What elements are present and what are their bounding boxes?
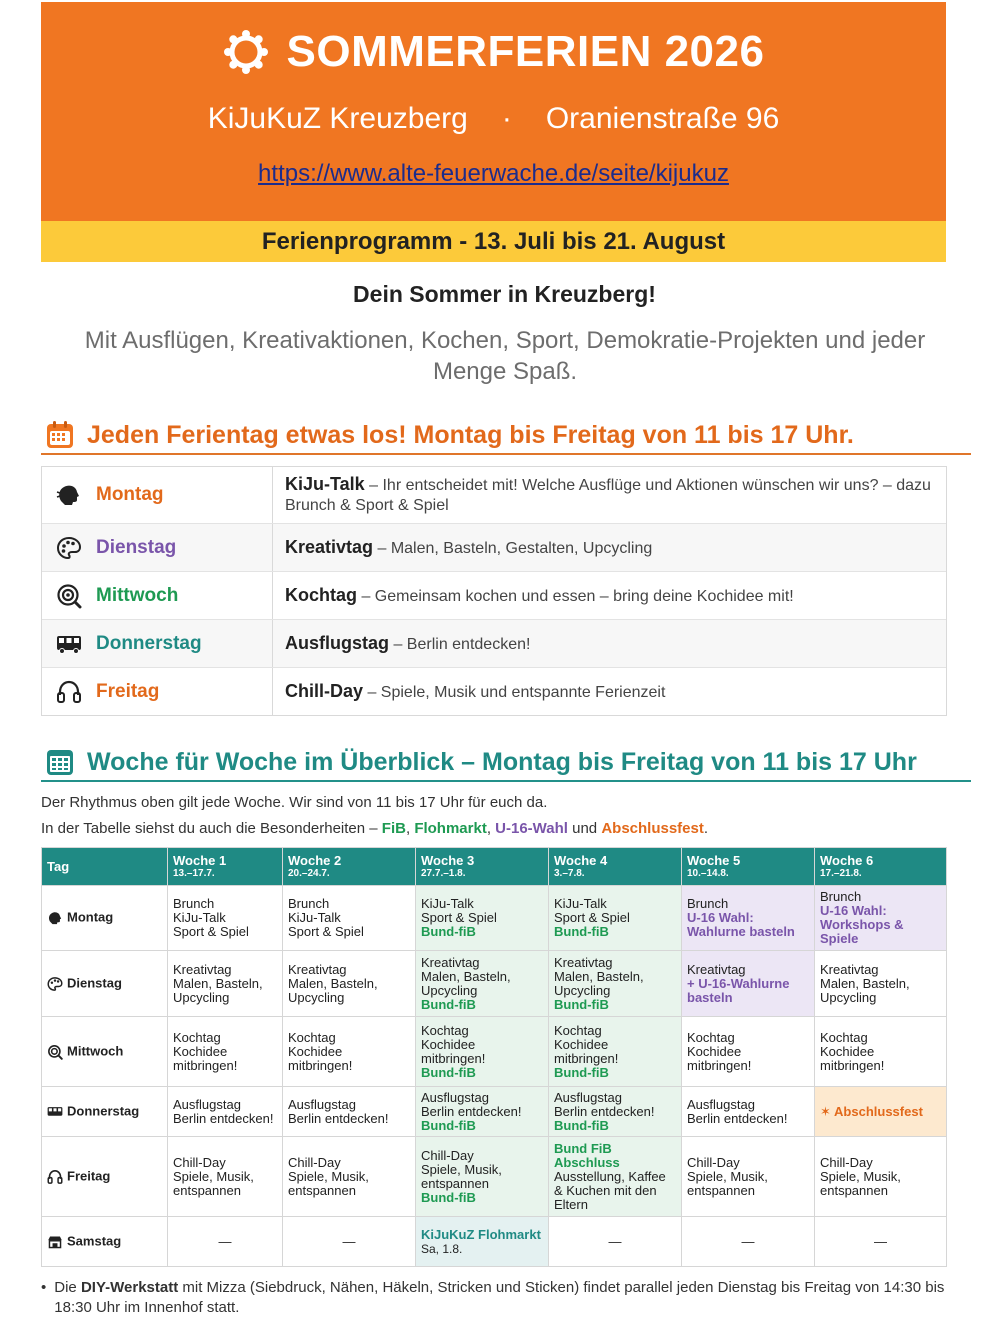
calendar-grid-icon bbox=[45, 747, 75, 777]
cell-line: Spiele, Musik, entspannen bbox=[288, 1168, 369, 1198]
row-day-label: Donnerstag bbox=[67, 1102, 140, 1118]
activity-name: KiJu-Talk bbox=[285, 474, 365, 494]
weekday-desc bbox=[273, 620, 946, 667]
legend-prefix: In der Tabelle siehst du auch die Besonderheiten – bbox=[41, 820, 382, 837]
row-day-label: Mittwoch bbox=[67, 1042, 124, 1058]
row-day-cell bbox=[42, 1017, 168, 1087]
table-cell bbox=[549, 951, 682, 1017]
table-cell bbox=[549, 1017, 682, 1087]
row-day-label: Freitag bbox=[67, 1167, 111, 1183]
table-cell: — bbox=[168, 1217, 283, 1267]
table-cell bbox=[682, 1137, 815, 1217]
table-cell bbox=[283, 1017, 416, 1087]
week-dates: 3.–7.8. bbox=[554, 867, 585, 879]
row-day-label: Montag bbox=[67, 909, 114, 925]
cell-line: Kreativtag bbox=[173, 961, 232, 977]
week-label: Woche 1 bbox=[173, 852, 227, 868]
weekday-row-montag bbox=[42, 467, 946, 524]
table-cell bbox=[682, 886, 815, 951]
table-cell bbox=[416, 1217, 549, 1267]
cell-line: Kochtag bbox=[820, 1029, 868, 1045]
fib-badge: Bund-fiB bbox=[554, 1064, 609, 1080]
rhythm-note: Der Rhythmus oben gilt jede Woche. Wir sind von 11 bis 17 Uhr für euch da. bbox=[41, 794, 548, 811]
cell-line: Sport & Spiel bbox=[421, 910, 497, 925]
calendar-icon bbox=[45, 420, 75, 450]
legend-flohmarkt: Flohmarkt bbox=[414, 820, 487, 837]
week-dates: 17.–21.8. bbox=[820, 867, 862, 879]
separator-dot: · bbox=[501, 102, 512, 135]
headphones-icon bbox=[47, 1169, 63, 1185]
legend-u16: U-16-Wahl bbox=[495, 820, 568, 837]
legend-note bbox=[41, 820, 708, 837]
table-cell: — bbox=[682, 1217, 815, 1267]
cooking-pot-icon bbox=[56, 583, 82, 609]
cell-line: Kochtag bbox=[288, 1029, 336, 1045]
column-header-week bbox=[682, 848, 815, 886]
week-dates: 27.7.–1.8. bbox=[421, 867, 466, 879]
weekday-schedule bbox=[41, 466, 947, 716]
fib-badge: Bund-fiB bbox=[554, 996, 609, 1012]
fib-closing-highlight: Bund FiB Abschluss bbox=[554, 1140, 620, 1170]
activity-desc: – Ihr entscheidet mit! Welche Ausflüge und Aktionen wünschen wir uns? – dazu Brunch & Sport & Spiel bbox=[285, 477, 931, 514]
week-label: Woche 6 bbox=[820, 852, 874, 868]
headphones-icon bbox=[56, 679, 82, 705]
weekday-row-donnerstag bbox=[42, 620, 946, 668]
table-cell bbox=[815, 951, 947, 1017]
hero-subtitle bbox=[41, 102, 946, 136]
table-cell: — bbox=[283, 1217, 416, 1267]
bus-icon bbox=[56, 631, 82, 657]
cell-line: Brunch bbox=[820, 889, 862, 904]
table-cell bbox=[682, 1087, 815, 1137]
table-cell bbox=[283, 886, 416, 951]
table-cell bbox=[416, 1087, 549, 1137]
cell-line: Kochidee mitbringen! bbox=[288, 1043, 353, 1073]
table-cell bbox=[682, 1017, 815, 1087]
cell-line: KiJu-Talk bbox=[554, 896, 607, 911]
legend-abschluss: Abschlussfest bbox=[601, 820, 704, 837]
table-cell bbox=[283, 951, 416, 1017]
weekday-cell bbox=[42, 668, 273, 715]
column-header-week bbox=[283, 848, 416, 886]
cell-line: Spiele, Musik, entspannen bbox=[820, 1168, 901, 1198]
cell-line: Chill-Day bbox=[288, 1154, 341, 1170]
footer-bold: DIY-Werkstatt bbox=[80, 1279, 179, 1296]
cell-line: Chill-Day bbox=[421, 1147, 474, 1163]
cell-line: Berlin entdecken! bbox=[687, 1110, 788, 1126]
cell-line: Kreativtag bbox=[554, 954, 613, 970]
weekday-desc bbox=[273, 668, 946, 715]
table-cell bbox=[549, 1087, 682, 1137]
week-dates: 10.–14.8. bbox=[687, 867, 729, 879]
weekday-cell bbox=[42, 572, 273, 619]
fib-badge: Bund-fiB bbox=[421, 1064, 476, 1080]
cell-line: Brunch bbox=[687, 896, 729, 911]
table-cell bbox=[168, 1137, 283, 1217]
cell-line: KiJu-Talk bbox=[173, 910, 226, 925]
cell-line: Brunch bbox=[173, 896, 215, 911]
party-icon: ✶ bbox=[820, 1103, 835, 1119]
cell-line: Kochidee mitbringen! bbox=[820, 1043, 885, 1073]
speech-head-icon bbox=[47, 910, 63, 926]
row-day-label: Samstag bbox=[67, 1232, 122, 1248]
row-day-cell bbox=[42, 1137, 168, 1217]
row-day-label: Dienstag bbox=[67, 974, 122, 990]
activity-name: Chill-Day bbox=[285, 680, 364, 701]
cell-line: Kochidee mitbringen! bbox=[687, 1043, 752, 1073]
cell-line: Malen, Basteln, Upcycling bbox=[421, 968, 511, 998]
week-dates: 20.–24.7. bbox=[288, 867, 330, 879]
cell-line: Ausflugstag bbox=[687, 1096, 755, 1112]
palette-icon bbox=[56, 535, 82, 561]
cell-line: Chill-Day bbox=[820, 1154, 873, 1170]
u16-highlight: + U-16-Wahlurne basteln bbox=[687, 975, 790, 1005]
row-day-cell bbox=[42, 951, 168, 1017]
legend-fib: FiB bbox=[381, 820, 406, 837]
table-cell bbox=[549, 886, 682, 951]
activity-name: Ausflugstag bbox=[285, 632, 390, 653]
footer-text bbox=[54, 1278, 946, 1318]
fib-badge: Bund-fiB bbox=[421, 924, 476, 939]
cell-line: Kochtag bbox=[421, 1022, 469, 1038]
table-cell bbox=[815, 1017, 947, 1087]
table-row bbox=[42, 1217, 947, 1267]
weekday-cell bbox=[42, 467, 273, 523]
u16-highlight: U-16 Wahl: Workshops & Spiele bbox=[820, 903, 904, 946]
cell-line: Chill-Day bbox=[173, 1154, 226, 1170]
row-day-cell bbox=[42, 886, 168, 951]
activity-desc: – Berlin entdecken! bbox=[389, 635, 531, 653]
table-cell bbox=[416, 1017, 549, 1087]
intro-heading: Dein Sommer in Kreuzberg! bbox=[353, 281, 656, 307]
cell-line: Kreativtag bbox=[687, 961, 746, 977]
address: Oranienstraße 96 bbox=[545, 102, 780, 135]
cell-line: Sport & Spiel bbox=[554, 910, 630, 925]
weekday-desc bbox=[273, 467, 946, 523]
fib-badge: Bund-fiB bbox=[421, 1117, 476, 1133]
speech-head-icon bbox=[56, 482, 82, 508]
activity-desc: – Malen, Basteln, Gestalten, Upcycling bbox=[373, 539, 653, 557]
table-cell bbox=[168, 1017, 283, 1087]
hero-title-row bbox=[41, 27, 946, 77]
weekday-desc bbox=[273, 572, 946, 619]
weekday-cell bbox=[42, 620, 273, 667]
weekday-name: Montag bbox=[96, 484, 164, 505]
section-daily-heading bbox=[41, 417, 971, 455]
program-dates-band: Ferienprogramm - 13. Juli bis 21. August bbox=[41, 221, 946, 262]
cell-line: Berlin entdecken! bbox=[173, 1110, 274, 1126]
weekly-overview-table bbox=[41, 847, 947, 1267]
legend-comma: , bbox=[405, 820, 415, 837]
cell-line: Ausflugstag bbox=[173, 1096, 241, 1112]
activity-desc: – Spiele, Musik und entspannte Ferienzeit bbox=[363, 683, 666, 701]
weekday-name: Mittwoch bbox=[96, 584, 179, 606]
table-cell bbox=[416, 1137, 549, 1217]
activity-name: Kochtag bbox=[285, 584, 357, 605]
fib-badge: Bund-fiB bbox=[554, 924, 609, 939]
cell-line: Chill-Day bbox=[687, 1154, 740, 1170]
weekday-name: Dienstag bbox=[96, 536, 177, 558]
legend-end: . bbox=[703, 820, 709, 837]
cell-line: Malen, Basteln, Upcycling bbox=[288, 975, 378, 1005]
cell-line: Ausflugstag bbox=[421, 1089, 489, 1105]
cell-line: Kochidee mitbringen! bbox=[421, 1036, 486, 1066]
page-title: SOMMERFERIEN 2026 bbox=[286, 27, 765, 76]
legend-und: und bbox=[567, 820, 602, 837]
table-row bbox=[42, 951, 947, 1017]
hero-banner bbox=[41, 2, 946, 221]
table-cell bbox=[168, 951, 283, 1017]
table-cell bbox=[283, 1137, 416, 1217]
table-row bbox=[42, 1137, 947, 1217]
week-label: Woche 5 bbox=[687, 852, 741, 868]
table-header-row bbox=[42, 848, 947, 886]
fib-badge: Bund-fiB bbox=[421, 1189, 476, 1205]
table-cell bbox=[283, 1087, 416, 1137]
cell-line: Sport & Spiel bbox=[173, 924, 249, 939]
week-label: Woche 3 bbox=[421, 852, 475, 868]
market-stall-icon bbox=[47, 1234, 63, 1250]
cell-line: Kreativtag bbox=[820, 961, 879, 977]
activity-name: Kreativtag bbox=[285, 536, 374, 557]
sun-icon bbox=[223, 29, 269, 75]
table-cell bbox=[416, 886, 549, 951]
weekday-row-dienstag bbox=[42, 524, 946, 572]
table-cell bbox=[815, 1087, 947, 1137]
cell-line: Malen, Basteln, Upcycling bbox=[173, 975, 263, 1005]
section-weekly-title: Woche für Woche im Überblick – Montag bis Freitag von 11 bis 17 Uhr bbox=[87, 747, 917, 776]
row-day-cell bbox=[42, 1217, 168, 1267]
cell-line: Sa, 1.8. bbox=[421, 1241, 463, 1256]
cell-line: Ausflugstag bbox=[554, 1089, 622, 1105]
section-weekly-heading bbox=[41, 744, 971, 782]
weekday-desc bbox=[273, 524, 946, 571]
week-label: Woche 2 bbox=[288, 852, 342, 868]
table-cell bbox=[416, 951, 549, 1017]
table-cell bbox=[168, 886, 283, 951]
fib-badge: Bund-fiB bbox=[554, 1117, 609, 1133]
table-row bbox=[42, 1017, 947, 1087]
column-header-week bbox=[815, 848, 947, 886]
cell-line: Malen, Basteln, Upcycling bbox=[554, 968, 644, 998]
week-label: Woche 4 bbox=[554, 852, 608, 868]
cell-line: Brunch bbox=[288, 896, 330, 911]
weekday-name: Donnerstag bbox=[96, 632, 202, 654]
abschlussfest-highlight: Abschlussfest bbox=[834, 1103, 923, 1119]
weekday-name: Freitag bbox=[96, 680, 160, 702]
website-link[interactable]: https://www.alte-feuerwache.de/seite/kijukuz bbox=[258, 160, 729, 187]
cell-line: Berlin entdecken! bbox=[554, 1103, 655, 1119]
cell-line: KiJu-Talk bbox=[288, 910, 341, 925]
cell-line: Kochtag bbox=[173, 1029, 221, 1045]
cell-line: Spiele, Musik, entspannen bbox=[687, 1168, 768, 1198]
column-header-week bbox=[168, 848, 283, 886]
cell-line: Kreativtag bbox=[288, 961, 347, 977]
footer-post: mit Mizza (Siebdruck, Nähen, Häkeln, Stricken und Sticken) findet parallel jeden Dienstag bis Freitag von 14:30 bis 18:30 Uhr im Innenhof statt. bbox=[54, 1279, 945, 1316]
column-header-tag: Tag bbox=[42, 848, 168, 886]
table-cell bbox=[168, 1087, 283, 1137]
flohmarkt-highlight: KiJuKuZ Flohmarkt bbox=[421, 1226, 541, 1242]
table-cell bbox=[549, 1137, 682, 1217]
weekday-cell bbox=[42, 524, 273, 571]
table-row bbox=[42, 886, 947, 951]
column-header-week bbox=[549, 848, 682, 886]
table-row bbox=[42, 1087, 947, 1137]
palette-icon bbox=[47, 976, 63, 992]
table-cell: — bbox=[815, 1217, 947, 1267]
place-name: KiJuKuZ Kreuzberg bbox=[207, 102, 468, 135]
cooking-pot-icon bbox=[47, 1044, 63, 1060]
footer-note bbox=[41, 1278, 946, 1318]
cell-line: Kochidee mitbringen! bbox=[554, 1036, 619, 1066]
cell-line: Kreativtag bbox=[421, 954, 480, 970]
footer-pre: Die bbox=[54, 1279, 81, 1296]
intro-text: Mit Ausflügen, Kreativaktionen, Kochen, Sport, Demokratie-Projekten und jeder Menge Spaß. bbox=[84, 327, 926, 385]
bus-icon bbox=[47, 1104, 63, 1120]
weekday-row-freitag bbox=[42, 668, 946, 715]
cell-line: Kochidee mitbringen! bbox=[173, 1043, 238, 1073]
cell-line: Ausflugstag bbox=[288, 1096, 356, 1112]
section-daily-title: Jeden Ferientag etwas los! Montag bis Freitag von 11 bis 17 Uhr. bbox=[87, 420, 854, 449]
legend-comma: , bbox=[486, 820, 496, 837]
cell-line: Kochtag bbox=[687, 1029, 735, 1045]
activity-desc: – Gemeinsam kochen und essen – bring deine Kochidee mit! bbox=[357, 587, 794, 605]
cell-line: Kochtag bbox=[554, 1022, 602, 1038]
cell-line: Sport & Spiel bbox=[288, 924, 364, 939]
bullet: • bbox=[41, 1279, 47, 1296]
cell-line: Ausstellung, Kaffee & Kuchen mit den Eltern bbox=[554, 1168, 666, 1212]
cell-line: Spiele, Musik, entspannen bbox=[173, 1168, 254, 1198]
table-cell bbox=[682, 951, 815, 1017]
table-cell bbox=[815, 1137, 947, 1217]
cell-line: Spiele, Musik, entspannen bbox=[421, 1161, 502, 1191]
fib-badge: Bund-fiB bbox=[421, 996, 476, 1012]
table-cell: — bbox=[549, 1217, 682, 1267]
column-header-week bbox=[416, 848, 549, 886]
cell-line: Malen, Basteln, Upcycling bbox=[820, 975, 910, 1005]
weekday-row-mittwoch bbox=[42, 572, 946, 620]
cell-line: Berlin entdecken! bbox=[421, 1103, 522, 1119]
week-dates: 13.–17.7. bbox=[173, 867, 215, 879]
u16-highlight: U-16 Wahl: Wahlurne basteln bbox=[687, 910, 795, 939]
cell-line: KiJu-Talk bbox=[421, 896, 474, 911]
row-day-cell bbox=[42, 1087, 168, 1137]
table-cell bbox=[815, 886, 947, 951]
cell-line: Berlin entdecken! bbox=[288, 1110, 389, 1126]
